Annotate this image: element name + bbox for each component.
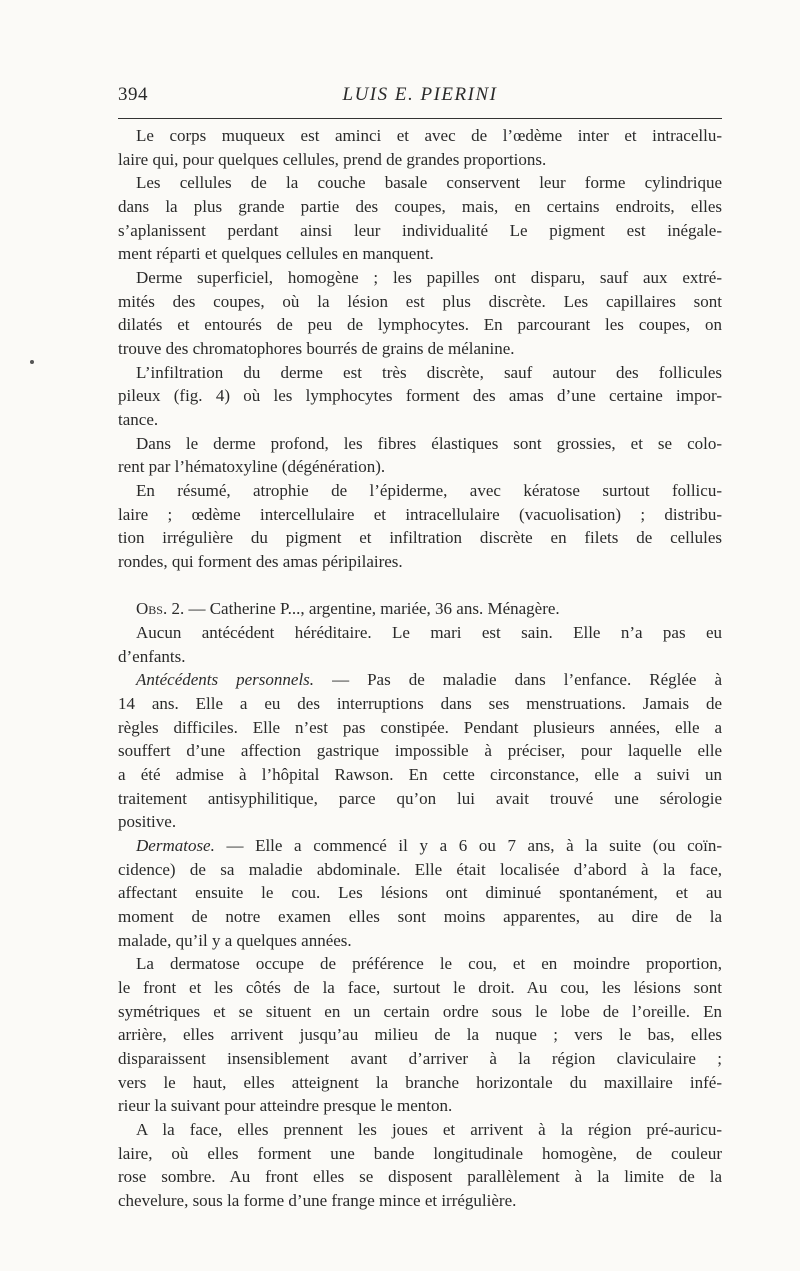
text-line: laire qui, pour quelques cellules, prend de grandes proportions. xyxy=(118,149,547,169)
text-line: disparaissent insensiblement avant d’arriver à la région claviculaire ; xyxy=(118,1048,722,1068)
observation-heading: — Catherine P..., argentine, mariée, 36 ans. Ménagère. xyxy=(184,599,560,619)
page-header xyxy=(118,84,722,110)
text-run: — Pas de maladie dans l’enfance. Réglée à xyxy=(314,670,722,690)
paragraph-localisation xyxy=(118,952,722,1118)
text-line xyxy=(118,597,722,621)
text-line: dans la plus grande partie des coupes, mais, en certains endroits, elles xyxy=(118,196,722,216)
text-line: chevelure, sous la forme d’une frange mince et irrégulière. xyxy=(118,1190,517,1210)
text-line: Aucun antécédent héréditaire. Le mari est sain. Elle n’a pas eu xyxy=(136,623,722,643)
paragraph-infiltration xyxy=(118,361,722,432)
paragraph-resume xyxy=(118,479,722,574)
running-title: LUIS E. PIERINI xyxy=(342,84,498,105)
text-line: laire ; œdème intercellulaire et intracellulaire (vacuolisation) ; distribu- xyxy=(118,504,722,524)
section-label: Dermatose. xyxy=(136,836,215,856)
text-line: pileux (fig. 4) où les lymphocytes forment des amas d’une certaine impor- xyxy=(118,386,722,406)
paragraph-antecedents-personnels xyxy=(118,668,722,834)
paragraph-antecedent-hereditaire xyxy=(118,621,722,668)
text-line: vers le haut, elles atteignent la branche horizontale du maxillaire infé- xyxy=(118,1072,722,1092)
text-line: rent par l’hématoxyline (dégénération). xyxy=(118,457,386,477)
text-line: rose sombre. Au front elles se disposent parallèlement à la limite de la xyxy=(118,1167,722,1187)
text-line: d’enfants. xyxy=(118,646,186,666)
text-line: s’aplanissent perdant ainsi leur individualité Le pigment est inégale- xyxy=(118,220,722,240)
text-line: Dans le derme profond, les fibres élastiques sont grossies, et se colo- xyxy=(136,433,722,453)
text-run: — Elle a commencé il y a 6 ou 7 ans, à la suite (ou coïn- xyxy=(214,836,722,856)
text-line: symétriques et se situent en un certain ordre sous le lobe de l’oreille. En xyxy=(118,1001,722,1021)
text-line: positive. xyxy=(118,812,177,832)
text-line: affectant ensuite le cou. Les lésions ont diminué spontanément, et au xyxy=(118,883,722,903)
text-line: souffert d’une affection gastrique impossible à préciser, pour laquelle elle xyxy=(118,741,722,761)
text-line: Derme superficiel, homogène ; les papilles ont disparu, sauf aux extré- xyxy=(136,267,722,287)
paragraph-derme-profond xyxy=(118,432,722,479)
text-line: traitement antisyphilitique, parce qu’on lui avait trouvé une sérologie xyxy=(118,788,722,808)
paragraph-face xyxy=(118,1118,722,1213)
text-line: le front et les côtés de la face, surtout le droit. Au cou, les lésions sont xyxy=(118,977,722,997)
text-line: dilatés et entourés de peu de lymphocytes. En parcourant les coupes, on xyxy=(118,315,722,335)
section-label: Antécédents personnels. xyxy=(136,670,315,690)
text-line: rondes, qui forment des amas péripilaires. xyxy=(118,551,403,571)
text-line: En résumé, atrophie de l’épiderme, avec kératose surtout follicu- xyxy=(136,480,722,500)
text-line: cidence) de sa maladie abdominale. Elle était localisée d’abord à la face, xyxy=(118,859,722,879)
text-line: 14 ans. Elle a eu des interruptions dans ses menstruations. Jamais de xyxy=(118,694,722,714)
header-rule xyxy=(118,118,722,119)
text-line: Les cellules de la couche basale conservent leur forme cylindrique xyxy=(136,173,722,193)
paragraph-derme-superficiel xyxy=(118,266,722,361)
text-line xyxy=(118,834,722,858)
text-line: tance. xyxy=(118,409,159,429)
paragraph-dermatose xyxy=(118,834,722,952)
text-line: moment de notre examen elles sont moins apparentes, au dire de la xyxy=(118,907,722,926)
text-line: malade, qu’il y a quelques années. xyxy=(118,930,352,950)
text-line: laire, où elles forment une bande longitudinale homogène, de couleur xyxy=(118,1143,722,1163)
text-line: mités des coupes, où la lésion est plus discrète. Les capillaires sont xyxy=(118,291,722,311)
margin-mark xyxy=(30,360,34,364)
page-number: 394 xyxy=(118,84,148,105)
paragraph-corps-muqueux xyxy=(118,124,722,171)
paragraph-observation xyxy=(118,597,722,621)
paragraph-couche-basale xyxy=(118,171,722,266)
text-line: trouve des chromatophores bourrés de grains de mélanine. xyxy=(118,338,515,358)
text-line: Le corps muqueux est aminci et avec de l’œdème inter et intracellu- xyxy=(136,126,722,145)
text-line: rieur la suivant pour atteindre presque le menton. xyxy=(118,1096,453,1116)
text-line: règles difficiles. Elle n’est pas constipée. Pendant plusieurs années, elle a xyxy=(118,717,722,737)
observation-label: Obs. 2. xyxy=(136,599,185,619)
body-text xyxy=(118,124,722,1213)
text-line: ment réparti et quelques cellules en manquent. xyxy=(118,244,434,264)
text-line: arrière, elles arrivent jusqu’au milieu de la nuque ; vers le bas, elles xyxy=(118,1025,722,1045)
section-spacer xyxy=(118,573,722,597)
text-line xyxy=(118,668,722,692)
text-line: tion irrégulière du pigment et infiltration discrète en filets de cellules xyxy=(118,528,722,548)
text-line: La dermatose occupe de préférence le cou, et en moindre proportion, xyxy=(136,954,722,974)
text-line: a été admise à l’hôpital Rawson. En cette circonstance, elle a suivi un xyxy=(118,765,722,785)
text-line: L’infiltration du derme est très discrète, sauf autour des follicules xyxy=(136,362,722,382)
text-line: A la face, elles prennent les joues et arrivent à la région pré-auricu- xyxy=(136,1119,722,1139)
